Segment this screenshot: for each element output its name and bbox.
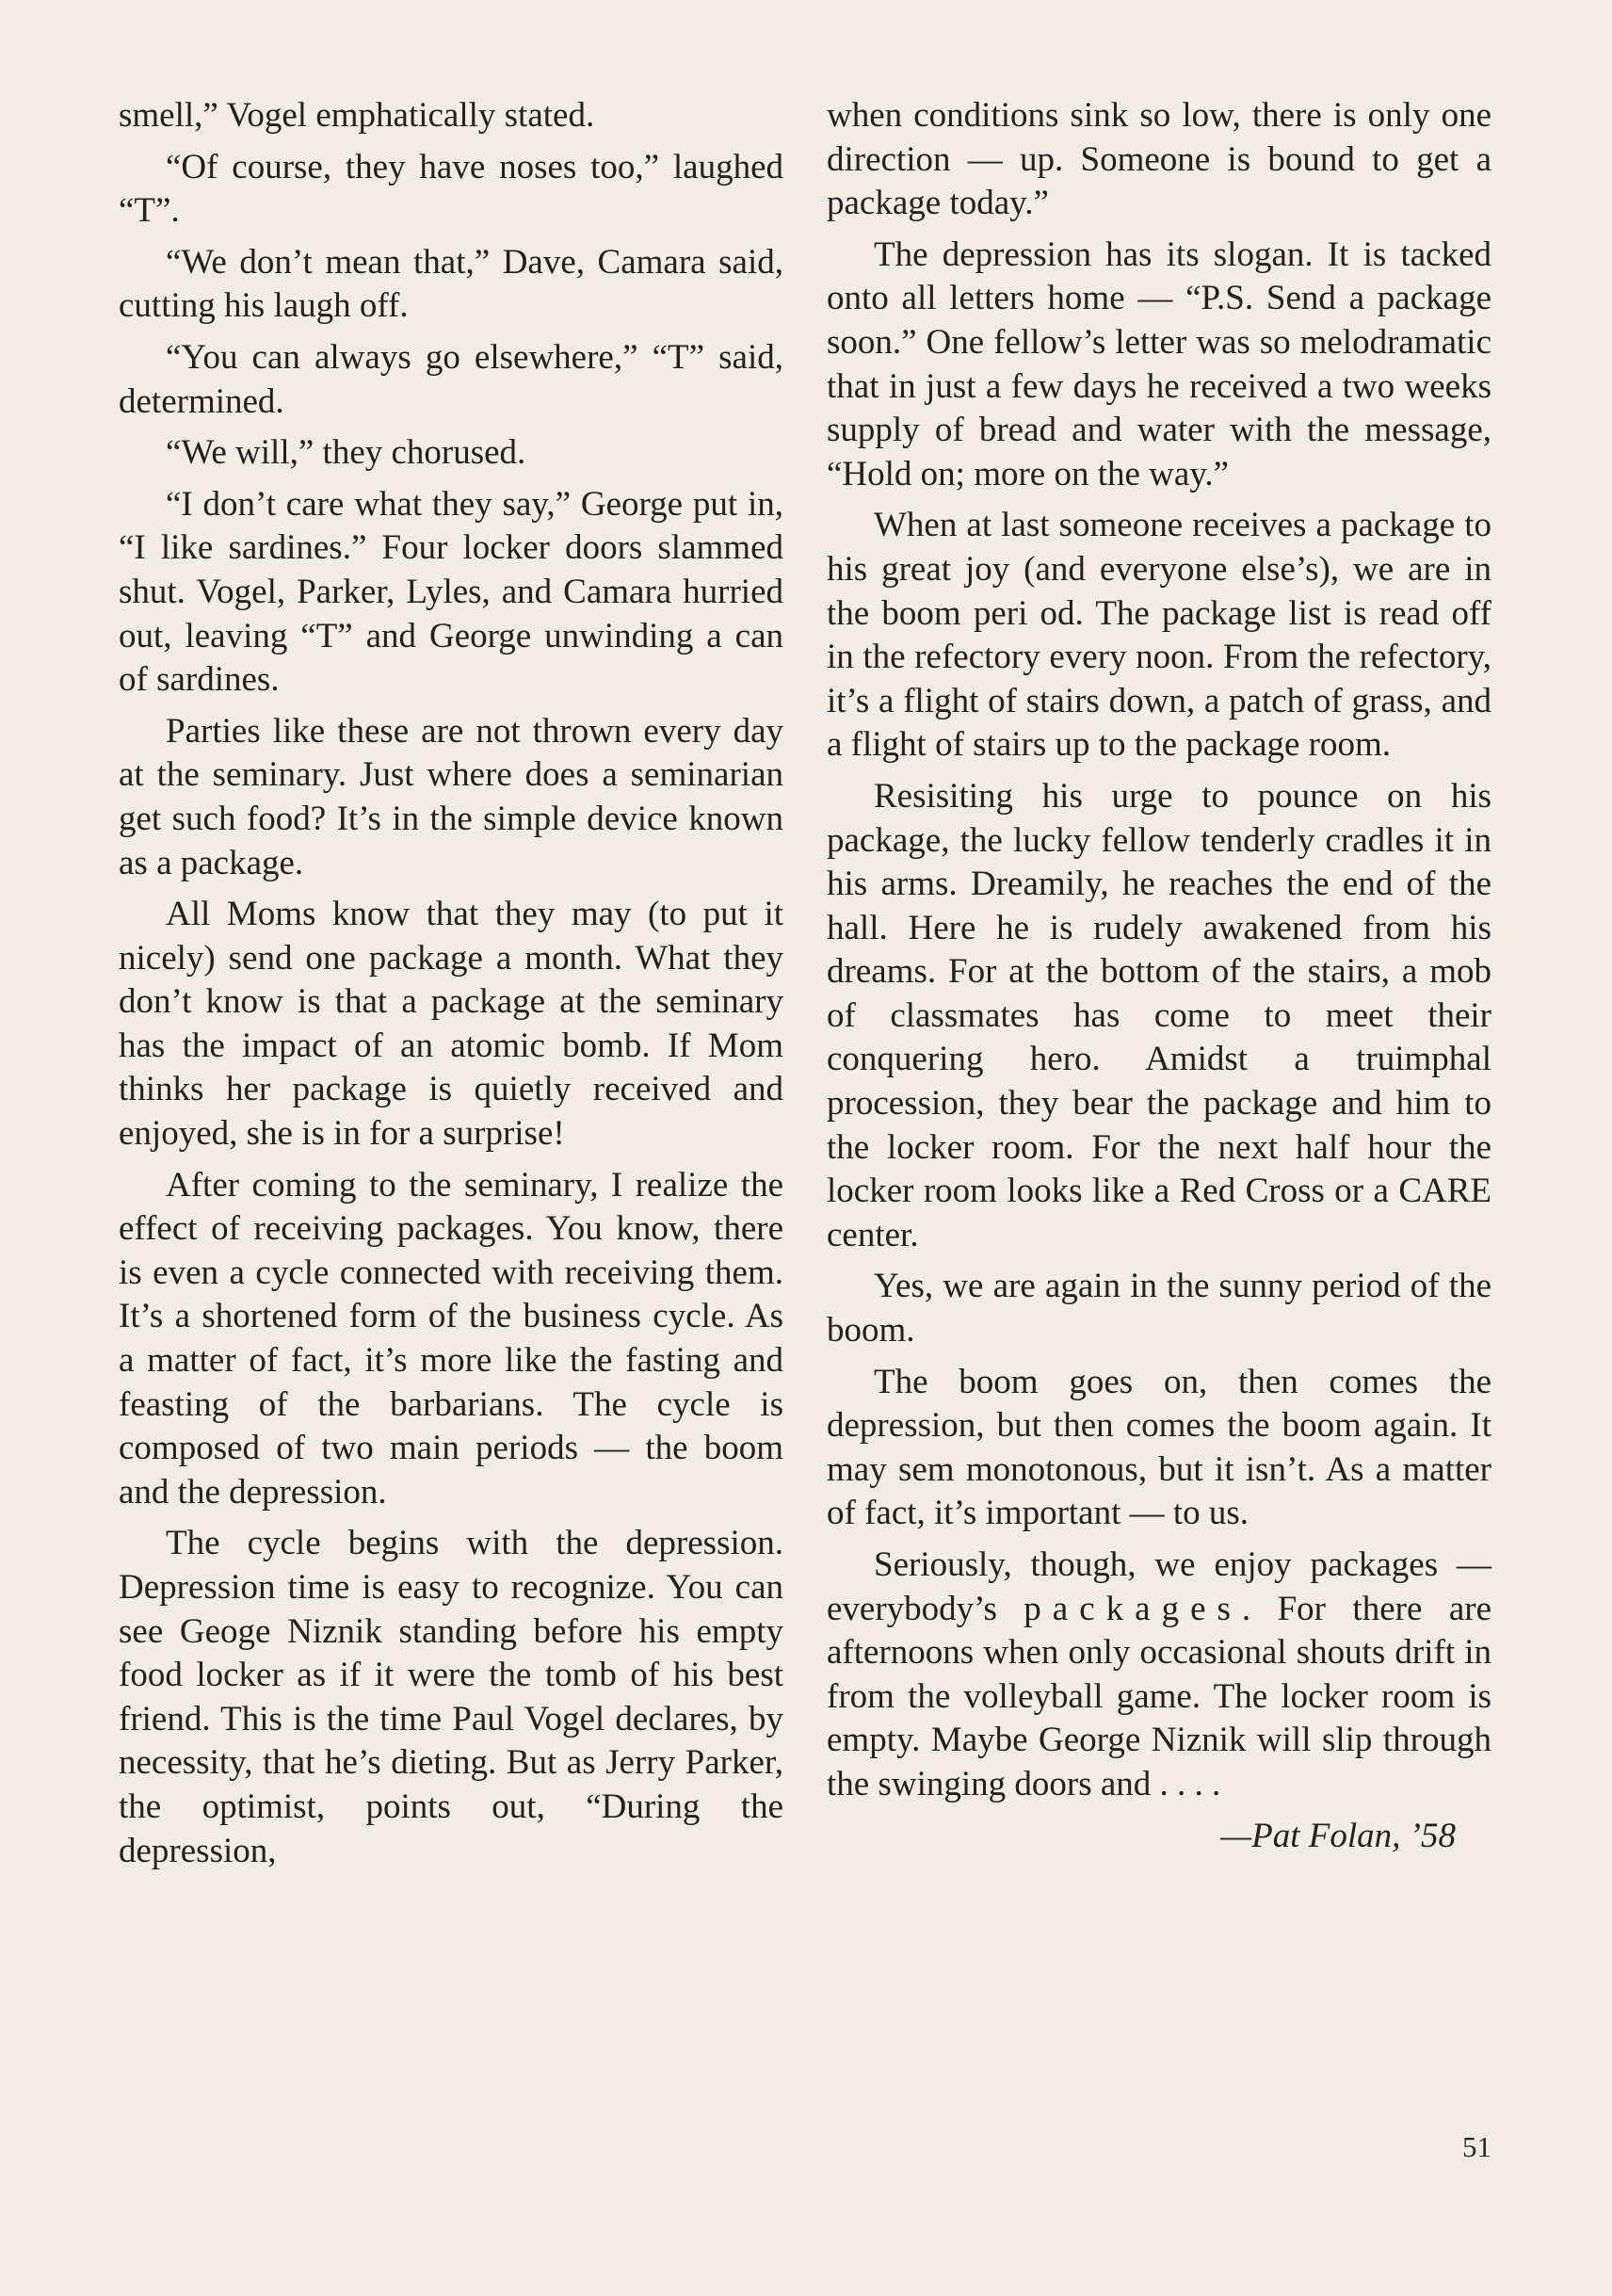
paragraph: Parties like these are not thrown every day at the seminary. Just where does a seminarian get such food? It’s in the simple device known as a package. (119, 711, 783, 882)
spaced-word: packages (1024, 1589, 1242, 1628)
paragraph: The cycle begins with the depression. Depression time is easy to recognize. You can see Geoge Niznik standing before his empty food locker as if it were the tomb of his best friend. This is the time Paul Vogel declares, by necessity, that he’s dieting. But as Jerry Parker, the optimist, points out, “During the depression, (119, 1524, 783, 1870)
right-column (827, 94, 1491, 1858)
paragraph: “Of course, they have noses too,” laughed “T”. (119, 147, 783, 231)
paragraph: The depression has its slogan. It is tacked onto all letters home — “P.S. Send a package soon.” One fellow’s letter was so melodramatic that in just a few days he received a two weeks supply of bread and water with the message, “Hold on; more on the way.” (827, 234, 1491, 493)
paragraph: Resisiting his urge to pounce on his package, the lucky fellow tenderly cradles it in his arms. Dreamily, he reaches the end of the hall. Here he is rudely awakened from his dreams. For at the bottom of the stairs, a mob of classmates has come to meet their conquering hero. Amidst a truimphal procession, they bear the package and him to the locker room. For the next half hour the locker room looks like a Red Cross or a CARE center. (827, 776, 1491, 1254)
paragraph: smell,” Vogel emphatically stated. (119, 96, 595, 135)
final-paragraph-end: . For there are afternoons when only occasional shouts drift in from the volleyball game. The locker room is empty. Maybe George Niznik will slip through the swinging doors and . . . . (827, 1589, 1491, 1803)
paragraph: “We will,” they chorused. (166, 433, 526, 473)
final-paragraph-start: Seriously, though, we enjoy packages — everybody’s (827, 1545, 1491, 1628)
paragraph: “We don’t mean that,” Dave, Camara said, cutting his laugh off. (119, 242, 783, 326)
author-signature: —Pat Folan, ’58 (1220, 1816, 1456, 1855)
paragraph: when conditions sink so low, there is only one direction — up. Someone is bound to get a package today.” (827, 96, 1491, 223)
final-paragraph (827, 1544, 1491, 1807)
paragraph: “I don’t care what they say,” George put in, “I like sardines.” Four locker doors slammed shut. Vogel, Parker, Lyles, and Camara hurried out, leaving “T” and George unwinding a can of sardines. (119, 484, 783, 700)
page-number: 51 (1462, 2130, 1491, 2163)
paragraph: When at last someone receives a package to his great joy (and everyone else’s), we are in the boom peri od. The package list is read off in the refectory every noon. From the refectory, it’s a flight of stairs down, a patch of grass, and a flight of stairs up to the package room. (827, 506, 1491, 765)
paragraph: After coming to the seminary, I realize the effect of receiving packages. You know, there is even a cycle connected with receiving them. It’s a shortened form of the business cycle. As a matter of fact, it’s more like the fasting and feasting of the barbarians. The cycle is composed of two main periods — the boom and the depression. (119, 1165, 783, 1512)
paragraph: All Moms know that they may (to put it nicely) send one package a month. What they don’t know is that a package at the seminary has the impact of an atomic bomb. If Mom thinks her package is quietly received and enjoyed, she is in for a surprise! (119, 895, 783, 1154)
left-column (119, 94, 783, 1881)
paragraph: Yes, we are again in the sunny period of the boom. (827, 1267, 1491, 1350)
paragraph: The boom goes on, then comes the depression, but then comes the boom again. It may sem monotonous, but it isn’t. As a matter of fact, it’s important — to us. (827, 1362, 1491, 1533)
paragraph: “You can always go elsewhere,” “T” said, determined. (119, 337, 783, 421)
